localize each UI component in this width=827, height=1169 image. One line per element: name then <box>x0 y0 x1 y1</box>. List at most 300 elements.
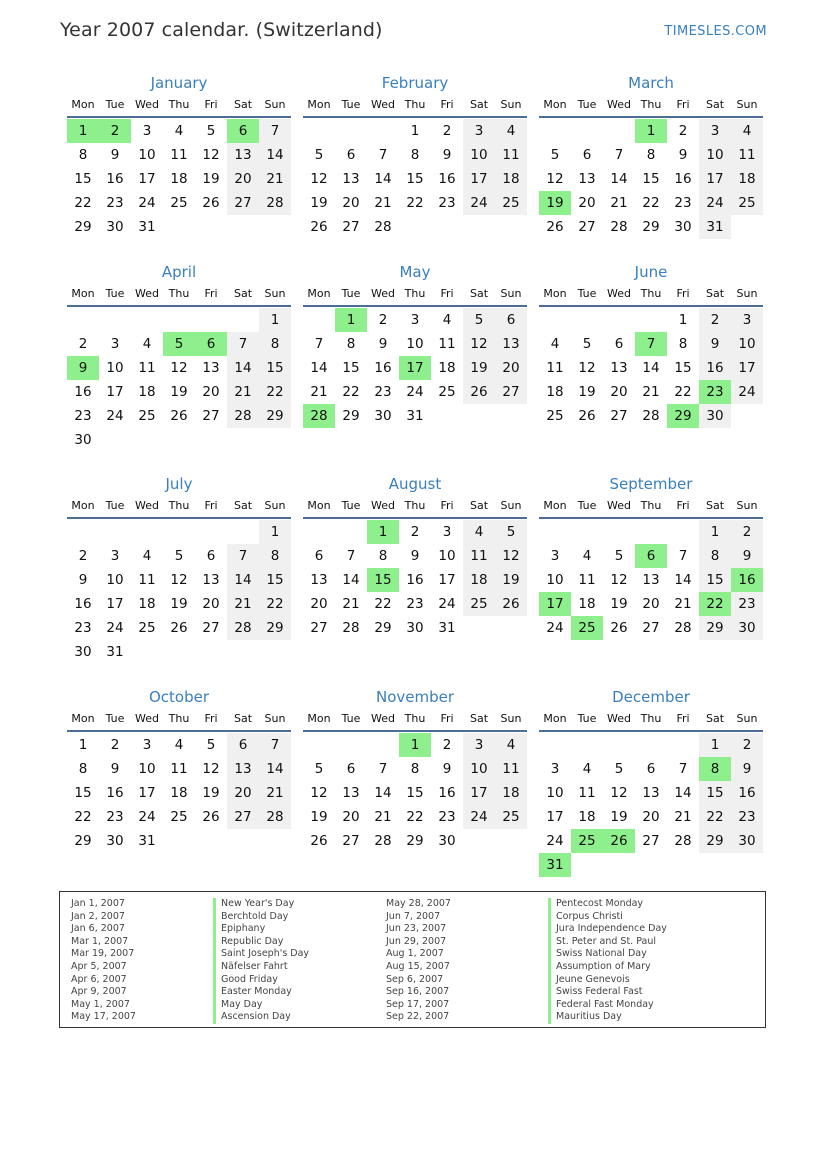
day-cell: 2 <box>410 524 420 540</box>
holiday-date-column <box>71 898 136 1024</box>
holiday-date: Mar 1, 2007 <box>71 935 129 947</box>
day-cell: 2 <box>699 308 731 332</box>
day-cell: 5 <box>614 548 624 564</box>
weekday-label: Sat <box>469 287 489 300</box>
weekday-label: Thu <box>640 287 662 300</box>
day-cell: 4 <box>495 119 527 143</box>
day-cell: 4 <box>731 119 763 143</box>
day-cell: 24 <box>106 620 124 636</box>
day-cell: 27 <box>610 408 628 424</box>
day-cell: 4 <box>550 336 560 352</box>
day-cell: 2 <box>731 733 763 757</box>
weekday-label: Wed <box>607 287 631 300</box>
day-cell: 20 <box>578 195 596 211</box>
day-cell: 14 <box>227 356 259 380</box>
day-cell: 3 <box>110 548 120 564</box>
empty-cell <box>303 733 335 757</box>
day-cell: 29 <box>342 408 360 424</box>
weekday-label: Mon <box>71 712 95 725</box>
day-cell: 16 <box>106 171 124 187</box>
day-cell: 12 <box>310 171 328 187</box>
day-cell: 19 <box>610 809 628 825</box>
holiday-day-cell: 2 <box>99 119 131 143</box>
weekday-label: Sun <box>500 287 522 300</box>
empty-cell <box>571 308 603 332</box>
empty-cell <box>367 119 399 143</box>
month-october <box>67 686 291 853</box>
day-cell: 2 <box>731 520 763 544</box>
holiday-name: Saint Joseph's Day <box>213 948 309 961</box>
day-cell: 1 <box>259 520 291 544</box>
day-cell: 16 <box>374 360 392 376</box>
day-cell: 22 <box>74 195 92 211</box>
day-cell: 26 <box>202 195 220 211</box>
day-cell: 18 <box>578 809 596 825</box>
day-cell: 25 <box>731 191 763 215</box>
holiday-day-cell: 17 <box>399 356 431 380</box>
weekday-label: Sat <box>233 98 253 111</box>
day-cell: 30 <box>438 833 456 849</box>
day-cell: 15 <box>259 356 291 380</box>
month-july <box>67 473 291 664</box>
holiday-day-cell: 1 <box>335 308 367 332</box>
day-cell: 4 <box>174 123 184 139</box>
day-cell: 18 <box>495 167 527 191</box>
day-cell: 18 <box>546 384 564 400</box>
day-cell: 20 <box>495 356 527 380</box>
day-cell: 23 <box>106 195 124 211</box>
day-cell: 9 <box>110 761 120 777</box>
holiday-day-cell: 19 <box>539 191 571 215</box>
empty-cell <box>603 520 635 544</box>
day-cell: 18 <box>731 167 763 191</box>
empty-cell <box>539 308 571 332</box>
day-cell: 9 <box>731 757 763 781</box>
day-cell: 9 <box>731 544 763 568</box>
weekday-header <box>303 94 527 118</box>
day-cell: 30 <box>731 829 763 853</box>
holiday-day-cell: 7 <box>635 332 667 356</box>
empty-cell <box>603 119 635 143</box>
day-cell: 27 <box>578 219 596 235</box>
day-cell: 28 <box>374 219 392 235</box>
day-cell: 8 <box>346 336 356 352</box>
day-cell: 22 <box>259 380 291 404</box>
day-cell: 11 <box>170 761 188 777</box>
day-cell: 22 <box>674 384 692 400</box>
day-cell: 27 <box>310 620 328 636</box>
weekday-label: Tue <box>341 499 361 512</box>
day-cell: 11 <box>138 360 156 376</box>
empty-cell <box>335 520 367 544</box>
month-march <box>539 72 763 239</box>
day-cell: 10 <box>138 761 156 777</box>
day-cell: 1 <box>259 308 291 332</box>
holiday-day-cell: 6 <box>227 119 259 143</box>
weekday-label: Fri <box>440 98 454 111</box>
day-cell: 14 <box>227 568 259 592</box>
day-cell: 5 <box>582 336 592 352</box>
day-cell: 25 <box>438 384 456 400</box>
day-cell: 22 <box>259 592 291 616</box>
day-cell: 16 <box>106 785 124 801</box>
weekday-label: Mon <box>71 287 95 300</box>
day-cell: 14 <box>674 572 692 588</box>
weekday-label: Thu <box>168 712 190 725</box>
day-cell: 31 <box>406 408 424 424</box>
day-cell: 15 <box>406 171 424 187</box>
day-cell: 13 <box>342 171 360 187</box>
day-cell: 11 <box>495 143 527 167</box>
day-cell: 22 <box>374 596 392 612</box>
day-cell: 29 <box>699 616 731 640</box>
day-cell: 12 <box>610 785 628 801</box>
day-cell: 15 <box>342 360 360 376</box>
day-cell: 12 <box>202 147 220 163</box>
day-cell: 5 <box>495 520 527 544</box>
day-cell: 13 <box>310 572 328 588</box>
weekday-label: Wed <box>371 287 395 300</box>
day-cell: 20 <box>227 781 259 805</box>
day-cell: 1 <box>678 312 688 328</box>
day-cell: 26 <box>170 620 188 636</box>
day-cell: 6 <box>495 308 527 332</box>
day-grid <box>67 733 291 853</box>
empty-cell <box>131 308 163 332</box>
weekday-label: Wed <box>607 98 631 111</box>
day-cell: 24 <box>546 833 564 849</box>
day-cell: 21 <box>610 195 628 211</box>
weekday-label: Fri <box>204 712 218 725</box>
empty-cell <box>603 733 635 757</box>
day-cell: 1 <box>699 520 731 544</box>
holiday-day-cell: 17 <box>539 592 571 616</box>
day-cell: 3 <box>550 761 560 777</box>
empty-cell <box>67 520 99 544</box>
day-cell: 24 <box>731 380 763 404</box>
day-cell: 5 <box>206 123 216 139</box>
day-cell: 8 <box>259 544 291 568</box>
day-cell: 24 <box>463 191 495 215</box>
day-cell: 24 <box>106 408 124 424</box>
weekday-header <box>67 495 291 519</box>
day-cell: 6 <box>206 548 216 564</box>
day-cell: 24 <box>699 191 731 215</box>
day-cell: 7 <box>227 332 259 356</box>
day-cell: 5 <box>174 548 184 564</box>
holiday-day-cell: 25 <box>571 616 603 640</box>
day-cell: 16 <box>438 171 456 187</box>
empty-cell <box>603 308 635 332</box>
weekday-label: Sat <box>233 499 253 512</box>
day-cell: 17 <box>106 596 124 612</box>
day-cell: 20 <box>202 596 220 612</box>
day-cell: 29 <box>259 404 291 428</box>
holiday-day-cell: 25 <box>571 829 603 853</box>
day-grid <box>539 308 763 428</box>
day-cell: 17 <box>463 781 495 805</box>
holiday-date: Mar 19, 2007 <box>71 948 135 960</box>
day-cell: 8 <box>259 332 291 356</box>
day-cell: 13 <box>227 143 259 167</box>
empty-cell <box>539 733 571 757</box>
day-cell: 12 <box>610 572 628 588</box>
day-cell: 10 <box>546 785 564 801</box>
day-cell: 30 <box>74 644 92 660</box>
day-cell: 15 <box>699 781 731 805</box>
day-cell: 19 <box>202 785 220 801</box>
weekday-label: Mon <box>543 499 567 512</box>
day-cell: 10 <box>699 143 731 167</box>
day-cell: 18 <box>138 596 156 612</box>
day-cell: 6 <box>227 733 259 757</box>
month-name: September <box>609 475 693 493</box>
empty-cell <box>303 520 335 544</box>
day-cell: 22 <box>342 384 360 400</box>
day-cell: 30 <box>406 620 424 636</box>
day-cell: 7 <box>227 544 259 568</box>
weekday-label: Thu <box>404 499 426 512</box>
day-cell: 8 <box>78 147 88 163</box>
day-cell: 24 <box>138 809 156 825</box>
day-cell: 5 <box>614 761 624 777</box>
month-name: November <box>375 688 455 706</box>
holiday-date: May 28, 2007 <box>386 898 451 909</box>
day-cell: 16 <box>74 596 92 612</box>
day-cell: 29 <box>699 829 731 853</box>
weekday-label: Sat <box>469 499 489 512</box>
weekday-label: Mon <box>543 98 567 111</box>
day-cell: 23 <box>74 620 92 636</box>
month-name: July <box>165 475 193 493</box>
day-cell: 23 <box>438 809 456 825</box>
day-cell: 31 <box>106 644 124 660</box>
day-cell: 1 <box>78 737 88 753</box>
weekday-label: Sun <box>264 499 286 512</box>
month-june <box>539 261 763 428</box>
weekday-label: Sat <box>233 287 253 300</box>
holiday-day-cell: 1 <box>67 119 99 143</box>
day-cell: 12 <box>495 544 527 568</box>
weekday-header <box>539 283 763 307</box>
day-cell: 16 <box>699 356 731 380</box>
day-grid <box>303 733 527 853</box>
empty-cell <box>367 733 399 757</box>
page-title: Year 2007 calendar. (Switzerland) <box>60 19 383 41</box>
day-cell: 14 <box>374 171 392 187</box>
day-cell: 2 <box>678 123 688 139</box>
day-cell: 19 <box>578 384 596 400</box>
day-cell: 12 <box>310 785 328 801</box>
day-cell: 11 <box>463 544 495 568</box>
empty-cell <box>303 119 335 143</box>
day-cell: 10 <box>463 757 495 781</box>
day-cell: 3 <box>699 119 731 143</box>
day-cell: 4 <box>495 733 527 757</box>
day-cell: 20 <box>310 596 328 612</box>
holiday-date: Sep 22, 2007 <box>386 1011 450 1023</box>
day-grid <box>539 733 763 877</box>
day-cell: 27 <box>342 833 360 849</box>
weekday-label: Thu <box>168 499 190 512</box>
day-cell: 10 <box>106 572 124 588</box>
day-cell: 5 <box>314 147 324 163</box>
empty-cell <box>67 308 99 332</box>
day-cell: 17 <box>731 356 763 380</box>
holiday-day-cell: 22 <box>699 592 731 616</box>
day-cell: 20 <box>342 195 360 211</box>
day-cell: 2 <box>110 737 120 753</box>
day-cell: 21 <box>227 380 259 404</box>
weekday-label: Sat <box>705 98 725 111</box>
day-cell: 4 <box>463 520 495 544</box>
weekday-label: Mon <box>307 712 331 725</box>
day-cell: 18 <box>438 360 456 376</box>
weekday-label: Thu <box>404 287 426 300</box>
empty-cell <box>99 308 131 332</box>
holiday-name: Corpus Christi <box>548 911 667 924</box>
month-name: December <box>612 688 690 706</box>
day-cell: 30 <box>699 404 731 428</box>
day-cell: 28 <box>610 219 628 235</box>
month-name: March <box>628 74 674 92</box>
day-cell: 29 <box>74 219 92 235</box>
day-cell: 7 <box>346 548 356 564</box>
day-cell: 17 <box>699 167 731 191</box>
weekday-label: Wed <box>135 499 159 512</box>
day-cell: 10 <box>106 360 124 376</box>
weekday-label: Wed <box>135 287 159 300</box>
weekday-header <box>303 283 527 307</box>
day-cell: 27 <box>642 833 660 849</box>
day-cell: 12 <box>170 572 188 588</box>
day-cell: 4 <box>582 761 592 777</box>
day-cell: 11 <box>731 143 763 167</box>
day-cell: 25 <box>495 191 527 215</box>
month-january <box>67 72 291 239</box>
weekday-label: Sat <box>469 712 489 725</box>
day-cell: 14 <box>642 360 660 376</box>
holiday-day-cell: 5 <box>163 332 195 356</box>
day-cell: 11 <box>578 785 596 801</box>
holiday-name: Pentecost Monday <box>548 898 667 911</box>
day-cell: 7 <box>614 147 624 163</box>
day-cell: 7 <box>378 761 388 777</box>
holiday-name: Federal Fast Monday <box>548 999 667 1012</box>
day-cell: 13 <box>642 785 660 801</box>
weekday-label: Thu <box>168 287 190 300</box>
day-cell: 18 <box>463 568 495 592</box>
weekday-label: Tue <box>577 287 597 300</box>
empty-cell <box>635 520 667 544</box>
day-cell: 23 <box>731 805 763 829</box>
day-cell: 26 <box>310 219 328 235</box>
holiday-date: Jan 1, 2007 <box>71 898 125 909</box>
day-cell: 22 <box>642 195 660 211</box>
day-cell: 11 <box>578 572 596 588</box>
day-grid <box>539 119 763 239</box>
day-cell: 8 <box>78 761 88 777</box>
day-cell: 3 <box>410 312 420 328</box>
day-cell: 24 <box>546 620 564 636</box>
day-cell: 6 <box>614 336 624 352</box>
day-cell: 20 <box>610 384 628 400</box>
day-cell: 5 <box>463 308 495 332</box>
day-cell: 24 <box>138 195 156 211</box>
day-cell: 13 <box>610 360 628 376</box>
day-cell: 23 <box>106 809 124 825</box>
day-cell: 4 <box>582 548 592 564</box>
day-cell: 6 <box>346 761 356 777</box>
weekday-label: Sun <box>736 287 758 300</box>
day-cell: 15 <box>699 568 731 592</box>
day-grid <box>67 119 291 239</box>
brand-link[interactable]: TIMESLES.COM <box>664 24 767 39</box>
day-cell: 20 <box>642 596 660 612</box>
weekday-header <box>67 283 291 307</box>
weekday-label: Thu <box>404 712 426 725</box>
day-cell: 29 <box>74 833 92 849</box>
day-cell: 21 <box>374 195 392 211</box>
day-cell: 23 <box>438 195 456 211</box>
weekday-label: Wed <box>135 712 159 725</box>
day-cell: 2 <box>378 312 388 328</box>
holiday-day-cell: 15 <box>367 568 399 592</box>
empty-cell <box>635 733 667 757</box>
weekday-label: Fri <box>676 287 690 300</box>
weekday-label: Mon <box>71 499 95 512</box>
weekday-label: Sat <box>705 499 725 512</box>
day-cell: 13 <box>342 785 360 801</box>
weekday-label: Wed <box>135 98 159 111</box>
day-cell: 4 <box>174 737 184 753</box>
empty-cell <box>667 733 699 757</box>
day-cell: 24 <box>406 384 424 400</box>
day-cell: 23 <box>406 596 424 612</box>
day-cell: 7 <box>678 548 688 564</box>
weekday-label: Mon <box>307 98 331 111</box>
holiday-date: Sep 16, 2007 <box>386 986 450 998</box>
month-november <box>303 686 527 853</box>
weekday-header <box>539 708 763 732</box>
weekday-header <box>303 708 527 732</box>
day-cell: 25 <box>463 592 495 616</box>
month-may <box>303 261 527 428</box>
day-cell: 23 <box>374 384 392 400</box>
weekday-label: Sat <box>705 287 725 300</box>
day-cell: 21 <box>374 809 392 825</box>
day-cell: 14 <box>674 785 692 801</box>
day-grid <box>303 308 527 428</box>
day-cell: 5 <box>314 761 324 777</box>
holiday-day-cell: 1 <box>367 520 399 544</box>
day-cell: 17 <box>463 167 495 191</box>
day-cell: 26 <box>463 380 495 404</box>
day-cell: 3 <box>463 119 495 143</box>
weekday-label: Mon <box>543 287 567 300</box>
weekday-label: Tue <box>577 712 597 725</box>
day-grid <box>67 520 291 664</box>
day-cell: 15 <box>642 171 660 187</box>
day-cell: 2 <box>78 548 88 564</box>
day-cell: 20 <box>642 809 660 825</box>
day-cell: 23 <box>674 195 692 211</box>
holiday-date: May 1, 2007 <box>71 998 130 1010</box>
holiday-name: Näfelser Fahrt <box>213 961 309 974</box>
holiday-name: Berchtold Day <box>213 911 309 924</box>
empty-cell <box>335 733 367 757</box>
day-cell: 9 <box>678 147 688 163</box>
